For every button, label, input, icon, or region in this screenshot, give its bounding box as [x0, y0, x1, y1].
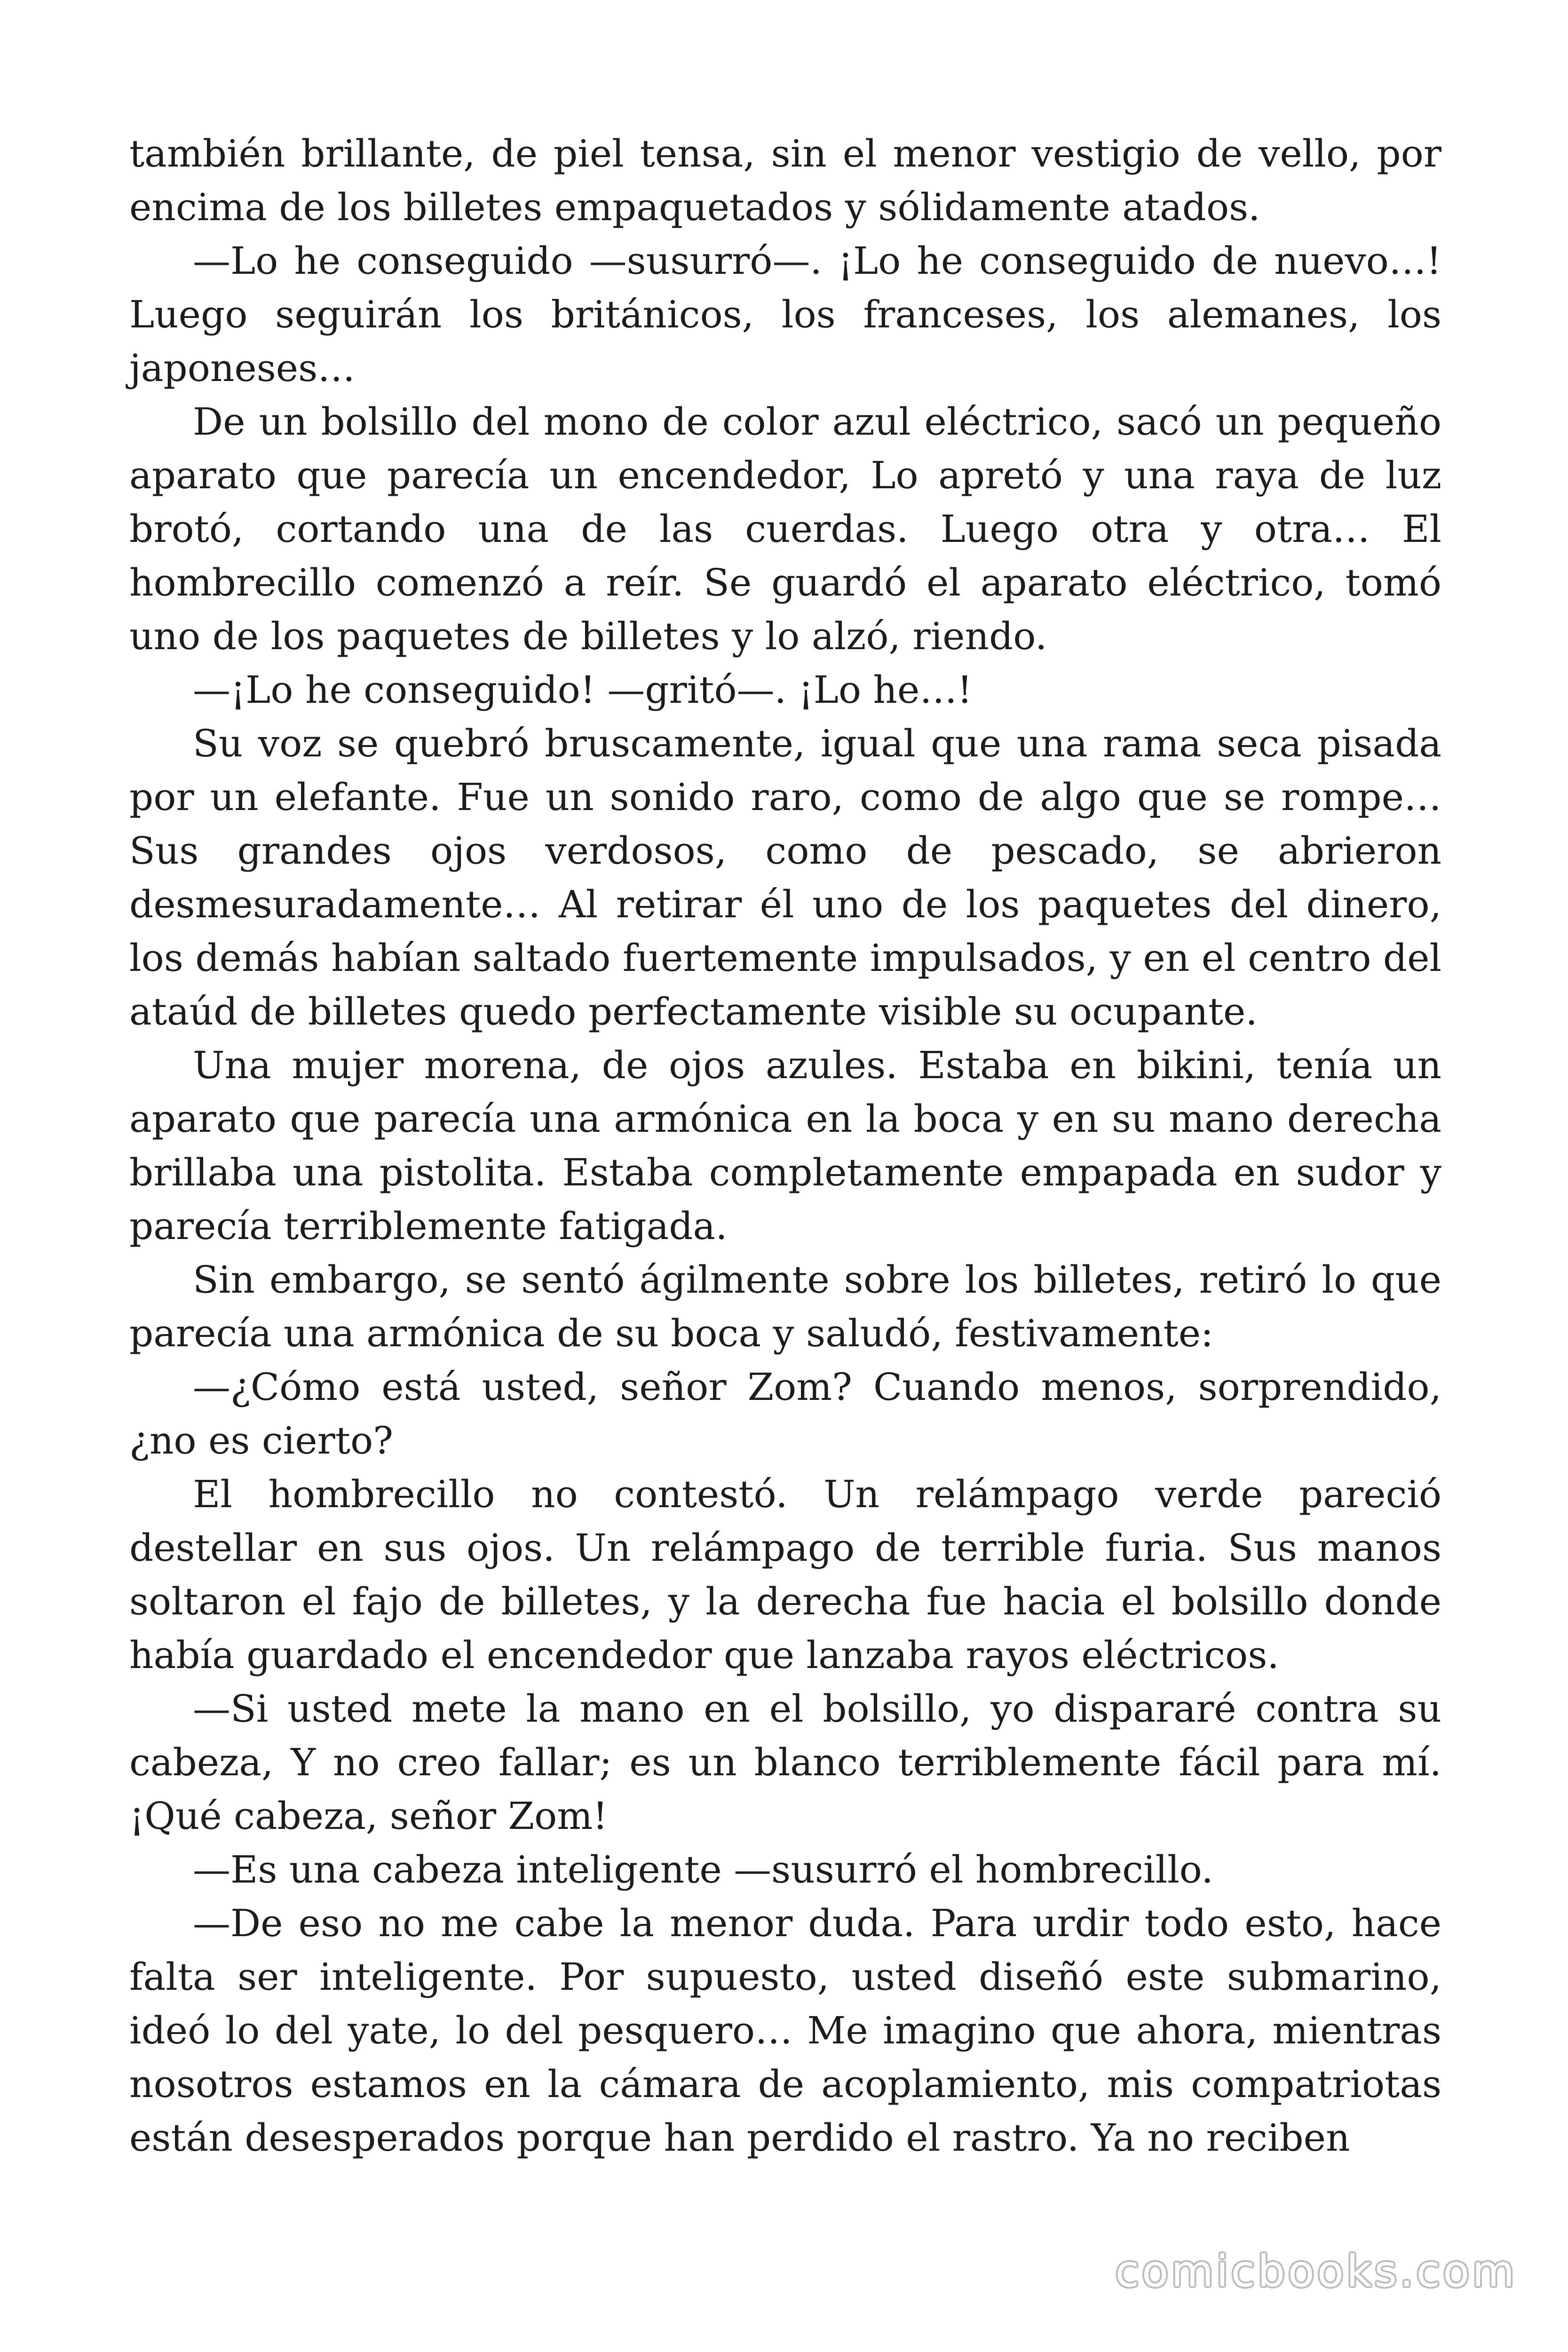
- paragraph-8: —¿Cómo está usted, señor Zom? Cuando menos, sorprendido, ¿no es cierto?: [129, 1365, 1441, 1462]
- watermark: comicbooks.com: [1115, 2246, 1517, 2296]
- paragraph-10: —Si usted mete la mano en el bolsillo, yo dispararé contra su cabeza, Y no creo fallar; es un blanco terriblemente fácil para mí. ¡Qué cabeza, señor Zom!: [129, 1687, 1441, 1838]
- paragraph-3: De un bolsillo del mono de color azul eléctrico, sacó un pequeño aparato que parecía un encendedor, Lo apretó y una raya de luz brotó, cortando una de las cuerdas. Luego otra y otra… El hombrecillo comenzó a reír. Se guardó el aparato eléctrico, tomó uno de los paquetes de billetes y lo alzó, riendo.: [129, 400, 1441, 658]
- paragraph-12: —De eso no me cabe la menor duda. Para urdir todo esto, hace falta ser inteligente. Por supuesto, usted diseñó este submarino, ideó lo del yate, lo del pesquero… Me imagino que ahora, mientras nosotros estamos en la cámara de acoplamiento, mis compatriotas están desesperados porque han perdido el rastro. Ya no reciben: [129, 1901, 1441, 2160]
- paragraph-5: Su voz se quebró bruscamente, igual que una rama seca pisada por un elefante. Fue un sonido raro, como de algo que se rompe… Sus grandes ojos verdosos, como de pescado, se abrieron desmesuradamente… Al retirar él uno de los paquetes del dinero, los demás habían saltado fuertemente impulsados, y en el centro del ataúd de billetes quedo perfectamente visible su ocupante.: [129, 722, 1441, 1033]
- page-body: [129, 127, 1441, 2165]
- paragraph-2: —Lo he conseguido —susurró—. ¡Lo he conseguido de nuevo…! Luego seguirán los británicos, los franceses, los alemanes, los japoneses…: [129, 239, 1441, 390]
- paragraph-4: —¡Lo he conseguido! —gritó—. ¡Lo he…!: [193, 668, 973, 712]
- paragraph-6: Una mujer morena, de ojos azules. Estaba en bikini, tenía un aparato que parecía una armónica en la boca y en su mano derecha brillaba una pistolita. Estaba completamente empapada en sudor y parecía terriblemente fatigada.: [129, 1043, 1441, 1248]
- paragraph-7: Sin embargo, se sentó ágilmente sobre los billetes, retiró lo que parecía una armónica de su boca y saludó, festivamente:: [129, 1258, 1441, 1355]
- paragraph-1: también brillante, de piel tensa, sin el menor vestigio de vello, por encima de los billetes empaquetados y sólidamente atados.: [129, 132, 1441, 229]
- paragraph-9: El hombrecillo no contestó. Un relámpago verde pareció destellar en sus ojos. Un relámpago de terrible furia. Sus manos soltaron el fajo de billetes, y la derecha fue hacia el bolsillo donde había guardado el encendedor que lanzaba rayos eléctricos.: [129, 1472, 1441, 1677]
- paragraph-11: —Es una cabeza inteligente —susurró el hombrecillo.: [193, 1848, 1213, 1891]
